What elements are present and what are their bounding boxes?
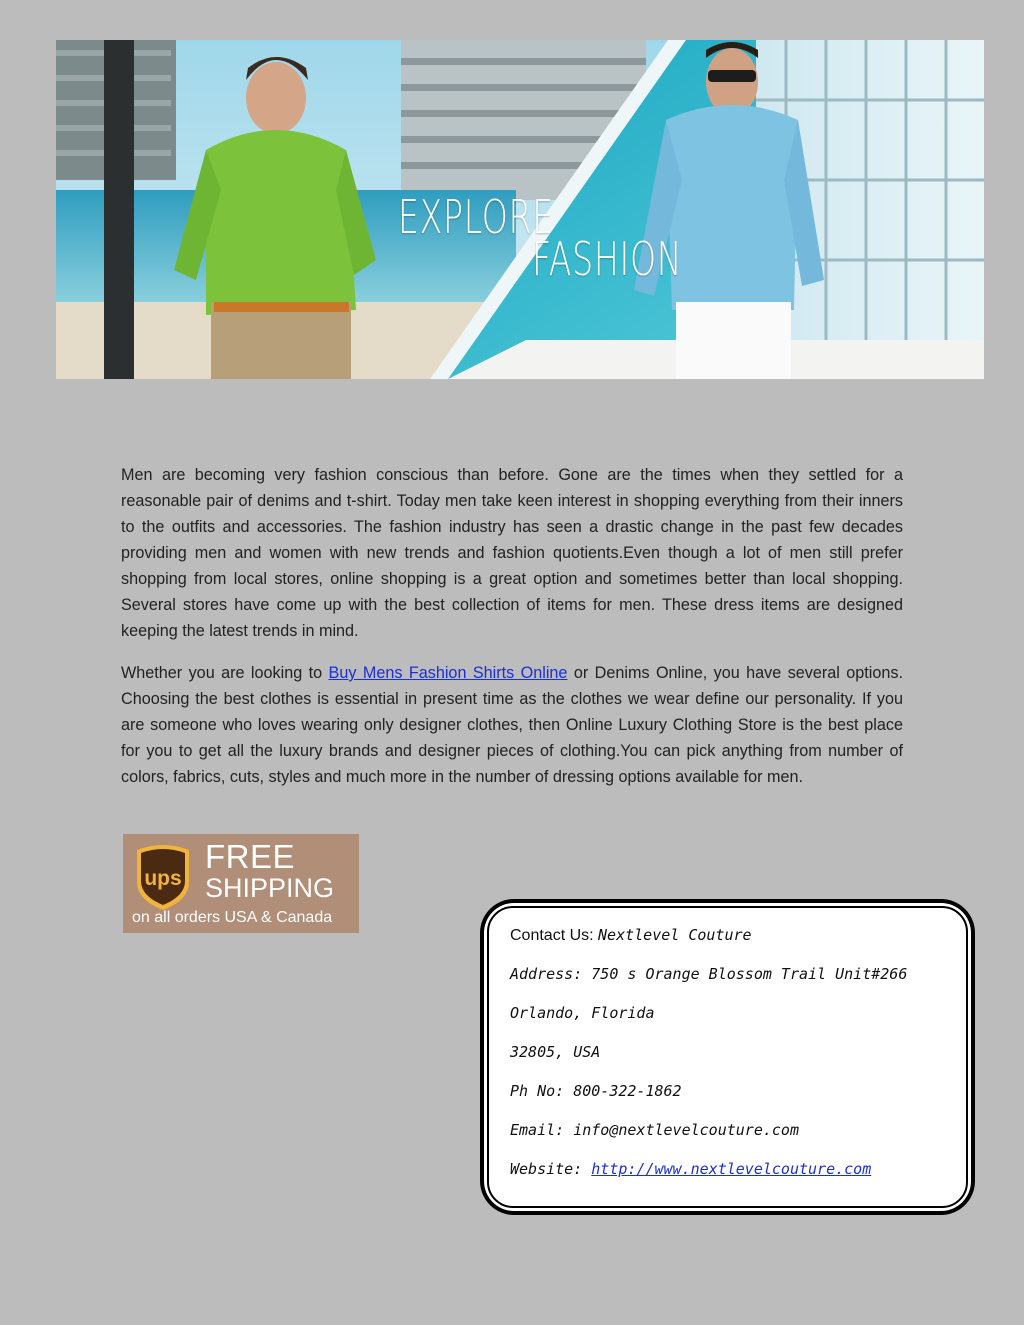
ups-shield-icon: [133, 842, 193, 912]
website-link[interactable]: http://www.nextlevelcouture.com: [591, 1160, 872, 1178]
contact-card: [510, 924, 950, 1197]
contact-website: [510, 1158, 950, 1197]
contact-city: Orlando, Florida: [510, 1004, 655, 1022]
contact-address: Address: 750 s Orange Blossom Trail Unit#266: [510, 965, 908, 983]
paragraph-2-rest: or Denims Online, you have several options. Choosing the best clothes is essential in present time as the clothes we wear define our personality. If you are someone who loves wearing only designer clothes, then Online Luxury Clothing Store is the best place for you to get all the luxury brands and designer pieces of clothing.You can pick anything from number of colors, fabrics, cuts, styles and much more in the number of dressing options available for men.: [121, 664, 903, 786]
article-body: [121, 462, 903, 806]
badge-shipping-text: SHIPPING: [205, 873, 335, 903]
hero-title-fashion: FASHION: [532, 232, 683, 286]
free-shipping-badge: [123, 834, 359, 933]
ups-logo-text: ups: [144, 867, 182, 890]
contact-label: Contact Us:: [510, 927, 599, 944]
paragraph-2-intro: Whether you are looking to: [121, 664, 329, 682]
hero-banner: [56, 40, 984, 379]
company-name: Nextlevel Couture: [598, 926, 752, 944]
badge-free-text: FREE: [205, 838, 296, 875]
contact-email: Email: info@nextlevelcouture.com: [510, 1121, 799, 1139]
contact-heading: [510, 924, 950, 963]
website-label: Website:: [510, 1160, 592, 1178]
article-paragraph-2: [121, 660, 903, 790]
contact-zip: 32805, USA: [510, 1043, 601, 1061]
hero-title-explore: EXPLORE: [398, 190, 554, 244]
article-paragraph-1: Men are becoming very fashion conscious than before. Gone are the times when they settled for a reasonable pair of denims and t-shirt. Today men take keen interest in shopping everything from their inners to the outfits and accessories. The fashion industry has seen a drastic change in the past few decades providing men and women with new trends and fashion quotients.Even though a lot of men still prefer shopping from local stores, online shopping is a great option and sometimes better than local shopping. Several stores have come up with the best collection of items for men. These dress items are designed keeping the latest trends in mind.: [121, 466, 903, 640]
buy-mens-fashion-shirts-link[interactable]: Buy Mens Fashion Shirts Online: [328, 664, 568, 682]
contact-phone: Ph No: 800-322-1862: [510, 1082, 682, 1100]
badge-orders-text: on all orders USA & Canada: [132, 909, 333, 926]
